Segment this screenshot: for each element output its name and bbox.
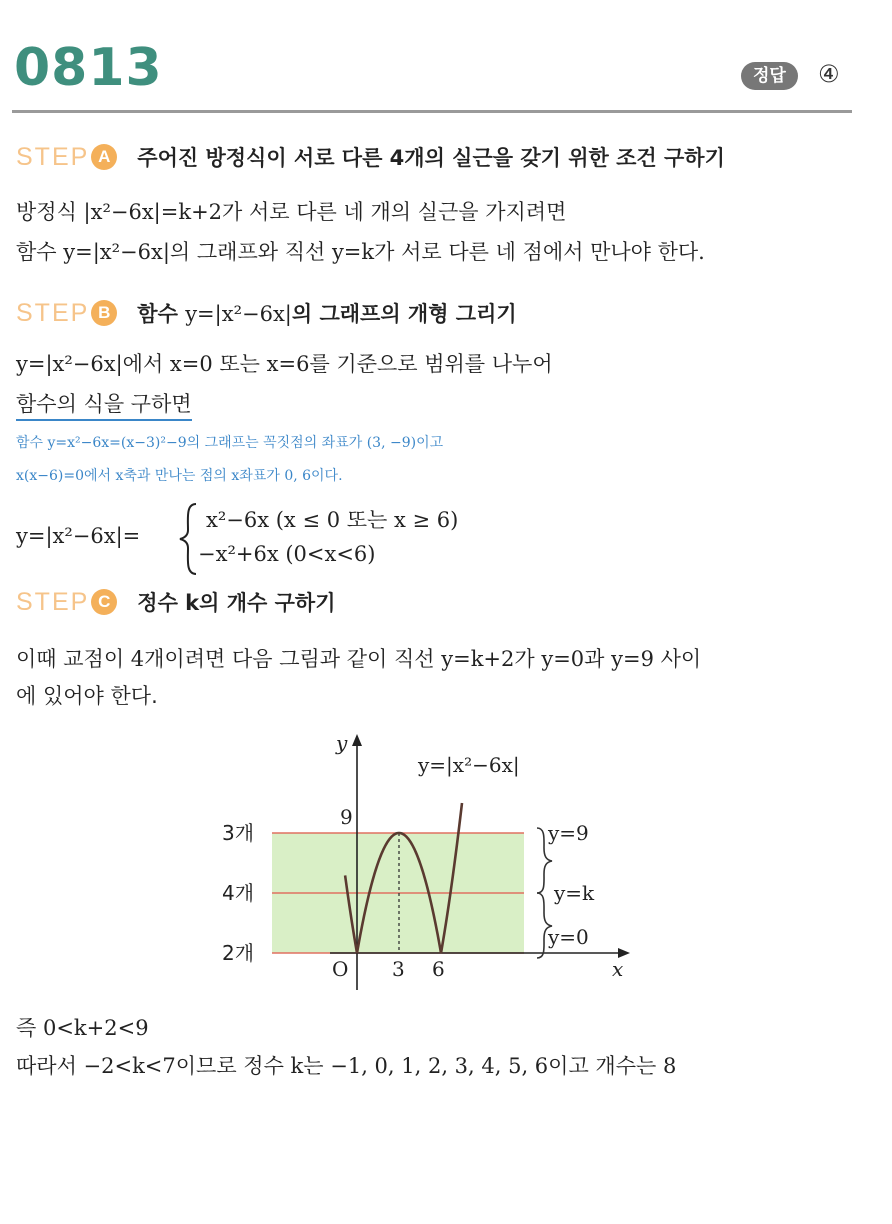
function-label: y=|x²−6x| <box>418 753 520 777</box>
step-c-title: 정수 k의 개수 구하기 <box>137 591 336 615</box>
x-tick-6: 6 <box>432 957 445 981</box>
problem-number: 0813 <box>14 38 163 98</box>
step-b-badge: B <box>91 300 117 326</box>
line-label-y9: y=9 <box>548 821 589 845</box>
header-divider <box>12 110 852 113</box>
conclusion-line2: 따라서 −2<k<7이므로 정수 k는 −1, 0, 1, 2, 3, 4, 5, 6이고 개수는 8 <box>16 1054 677 1078</box>
y-axis-label: y <box>336 731 348 755</box>
section-a-line1: 방정식 |x²−6x|=k+2가 서로 다른 네 개의 실근을 가지려면 <box>16 200 567 224</box>
step-c-heading <box>16 585 335 619</box>
note-line1: 함수 y=x²−6x=(x−3)²−9의 그래프는 꼭짓점의 좌표가 (3, −9)이고 <box>16 435 444 451</box>
underlined-phrase: 함수의 식을 구하면 <box>16 392 192 421</box>
step-b-title-post: 의 그래프의 개형 그리기 <box>291 302 517 326</box>
origin-label: O <box>332 957 349 981</box>
step-c-badge: C <box>91 589 117 615</box>
count-label-4: 4개 <box>222 881 255 905</box>
section-c-line1: 이때 교점이 4개이려면 다음 그림과 같이 직선 y=k+2가 y=0과 y=9 사이 <box>16 647 702 671</box>
section-b-line1: y=|x²−6x|에서 x=0 또는 x=6를 기준으로 범위를 나누어 <box>16 352 553 376</box>
y-axis-arrow <box>352 734 362 746</box>
step-a-word: STEP <box>16 142 90 171</box>
y-tick-9: 9 <box>340 805 353 829</box>
line-label-yk: y=k <box>554 881 595 905</box>
piecewise-case2: −x²+6x (0<x<6) <box>198 542 376 566</box>
answer-value: ④ <box>818 60 840 88</box>
step-c-word: STEP <box>16 587 90 616</box>
section-c-line2: 에 있어야 한다. <box>16 684 158 708</box>
step-b-heading <box>16 296 517 330</box>
x-tick-3: 3 <box>392 957 405 981</box>
function-graph <box>0 720 892 1000</box>
count-label-2: 2개 <box>222 941 255 965</box>
piecewise-lhs: y=|x²−6x|= <box>16 524 141 548</box>
line-label-y0: y=0 <box>548 925 589 949</box>
step-b-title <box>137 298 516 328</box>
section-b-line2 <box>16 388 192 418</box>
step-b-title-pre: 함수 <box>137 302 178 326</box>
piecewise-definition <box>16 500 536 578</box>
step-b-word: STEP <box>16 298 90 327</box>
section-a-line2: 함수 y=|x²−6x|의 그래프와 직선 y=k가 서로 다른 네 점에서 만나야 한다. <box>16 240 705 264</box>
left-brace <box>176 500 200 578</box>
count-label-3: 3개 <box>222 821 255 845</box>
piecewise-case1: x²−6x (x ≤ 0 또는 x ≥ 6) <box>206 508 459 532</box>
step-b-title-math: y=|x²−6x| <box>185 302 292 326</box>
note-line2: x(x−6)=0에서 x축과 만나는 점의 x좌표가 0, 6이다. <box>16 468 343 484</box>
conclusion-line1: 즉 0<k+2<9 <box>16 1016 149 1040</box>
step-a-heading <box>16 140 725 174</box>
step-a-title: 주어진 방정식이 서로 다른 4개의 실근을 갖기 위한 조건 구하기 <box>137 146 725 170</box>
answer-badge: 정답 <box>741 62 798 90</box>
step-a-badge: A <box>91 144 117 170</box>
x-axis-label: x <box>612 957 624 981</box>
